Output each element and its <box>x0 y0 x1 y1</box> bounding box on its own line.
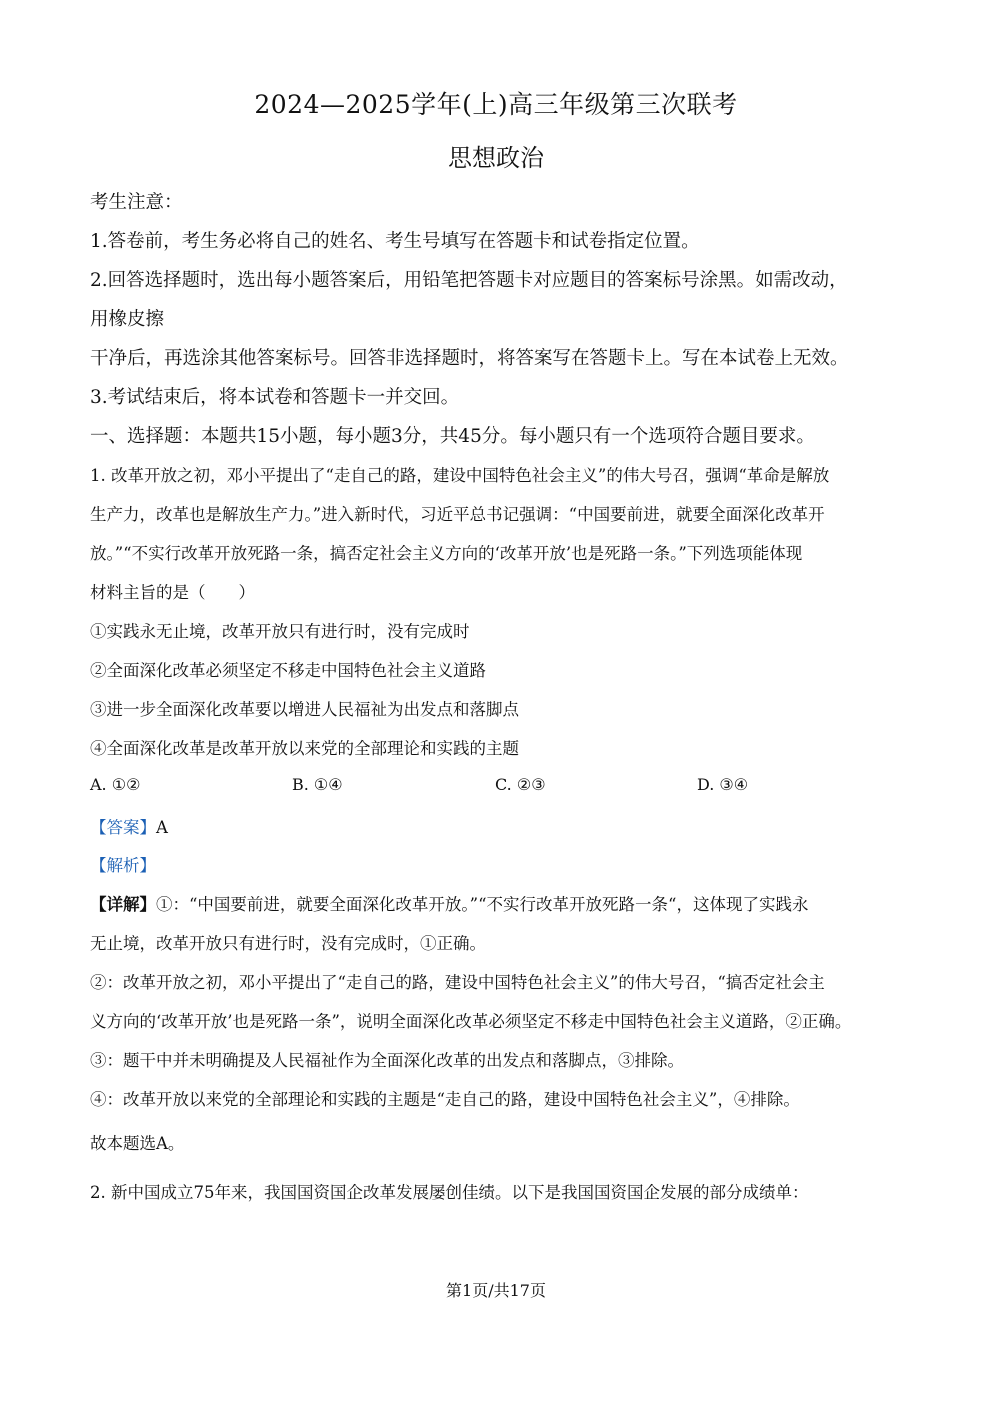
notice-heading: 考生注意： <box>90 192 183 213</box>
notice-item-1: 1.答卷前，考生务必将自己的姓名、考生号填写在答题卡和试卷指定位置。 <box>90 231 700 252</box>
subject-title: 思想政治 <box>448 144 544 172</box>
q1-option-c: C. ②③ <box>495 775 546 794</box>
q1-stem-line-1: 1. 改革开放之初，邓小平提出了“走自己的路，建设中国特色社会主义”的伟大号召，强调“革命是解放 <box>90 466 830 485</box>
q1-statement-2: ②全面深化改革必须坚定不移走中国特色社会主义道路 <box>90 661 486 680</box>
notice-item-3: 3.考试结束后，将本试卷和答题卡一并交回。 <box>90 387 460 408</box>
q1-option-b: B. ①④ <box>292 775 343 794</box>
q1-analysis-line <box>90 852 910 876</box>
q1-detail-line-3: ②：改革开放之初，邓小平提出了“走自己的路，建设中国特色社会主义”的伟大号召，“搞否定社会主 <box>90 973 825 992</box>
q1-detail-line-2: 无止境，改革开放只有进行时，没有完成时，①正确。 <box>90 934 486 953</box>
q1-option-a: A. ①② <box>90 775 141 794</box>
q1-detail-line-4: 义方向的‘改革开放’也是死路一条”，说明全面深化改革必须坚定不移走中国特色社会主义道路，②正确。 <box>90 1012 852 1031</box>
answer-value: A <box>156 818 168 837</box>
q1-statement-4: ④全面深化改革是改革开放以来党的全部理论和实践的主题 <box>90 739 519 758</box>
q1-stem-line-3: 放。”“不实行改革开放死路一条，搞否定社会主义方向的‘改革开放’也是死路一条。”下列选项能体现 <box>90 544 803 563</box>
exam-title: 2024—2025学年(上)高三年级第三次联考 <box>254 90 738 119</box>
q1-conclusion: 故本题选A。 <box>90 1134 185 1153</box>
q1-detail-line-5: ③：题干中并未明确提及人民福祉作为全面深化改革的出发点和落脚点，③排除。 <box>90 1051 684 1070</box>
q1-detail-line-1 <box>90 891 910 915</box>
q1-option-d: D. ③④ <box>697 775 749 794</box>
q1-statement-3: ③进一步全面深化改革要以增进人民福祉为出发点和落脚点 <box>90 700 519 719</box>
q1-stem-line-4: 材料主旨的是（ ） <box>90 583 255 602</box>
page-number: 第1页/共17页 <box>446 1281 546 1300</box>
q2-stem: 2. 新中国成立75年来，我国国资国企改革发展屡创佳绩。以下是我国国资国企发展的部分成绩单： <box>90 1183 809 1202</box>
analysis-tag: 【解析】 <box>90 856 156 875</box>
detail-text-1: ①：“中国要前进，就要全面深化改革开放。”“不实行改革开放死路一条“，这体现了实践永 <box>156 895 809 914</box>
q1-stem-line-2: 生产力，改革也是解放生产力。”进入新时代，习近平总书记强调：“中国要前进，就要全面深化改革开 <box>90 505 825 524</box>
q1-statement-1: ①实践永无止境，改革开放只有进行时，没有完成时 <box>90 622 470 641</box>
notice-item-2: 2.回答选择题时，选出每小题答案后，用铅笔把答题卡对应题目的答案标号涂黑。如需改动， <box>90 270 848 291</box>
section-heading: 一、选择题：本题共15小题，每小题3分，共45分。每小题只有一个选项符合题目要求。 <box>90 426 815 447</box>
q1-detail-line-6: ④：改革开放以来党的全部理论和实践的主题是“走自己的路，建设中国特色社会主义”，④排除。 <box>90 1090 800 1109</box>
detail-tag: 【详解】 <box>90 895 156 914</box>
answer-tag: 【答案】 <box>90 818 156 837</box>
notice-item-2-cont: 用橡皮擦 <box>90 309 165 330</box>
q1-answer-line <box>90 814 910 838</box>
notice-item-2-cont2: 干净后，再选涂其他答案标号。回答非选择题时，将答案写在答题卡上。写在本试卷上无效。 <box>90 348 849 369</box>
